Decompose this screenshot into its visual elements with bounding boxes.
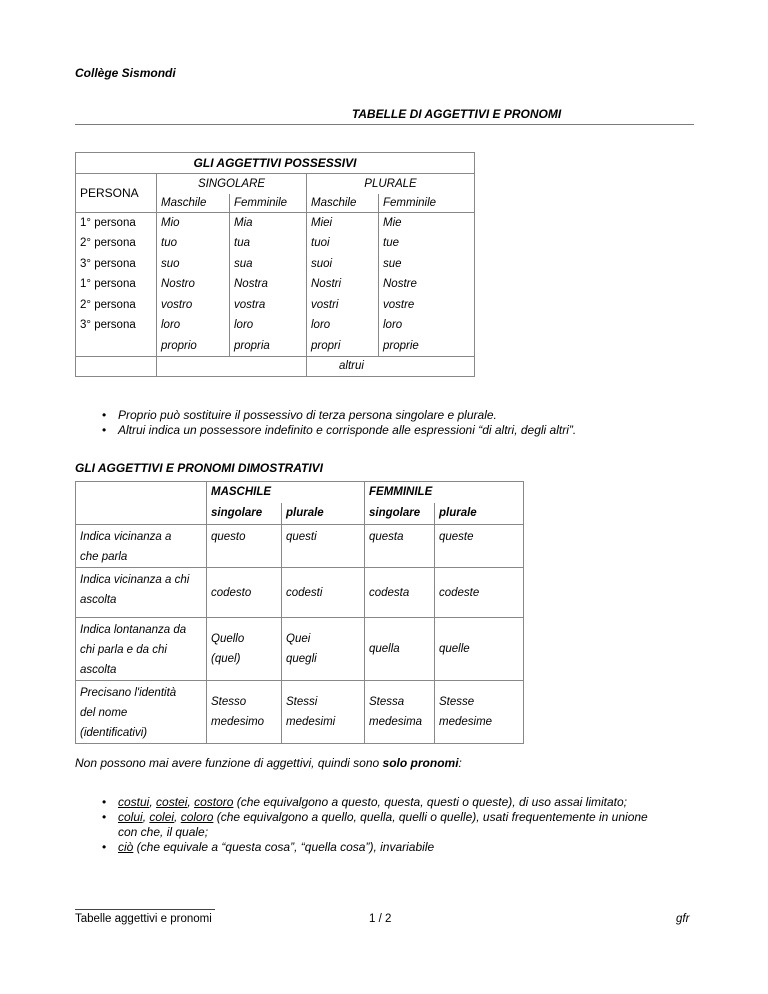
note-text: con che, il quale; bbox=[118, 825, 209, 839]
form-cell: Miei bbox=[307, 213, 379, 234]
note-item: • ciò (che equivale a “questa cosa”, “quella cosa”), invariabile bbox=[102, 840, 435, 854]
singolare-header: SINGOLARE bbox=[157, 174, 307, 194]
form-text: questo bbox=[211, 531, 246, 543]
label-line: (identificativi) bbox=[80, 727, 148, 739]
form-cell: Nostro bbox=[157, 274, 230, 295]
form-text: Stesse bbox=[439, 696, 475, 708]
form-cell: propria bbox=[230, 336, 307, 357]
form-cell bbox=[435, 618, 524, 681]
table-row bbox=[76, 525, 524, 568]
possessivi-title: GLI AGGETTIVI POSSESSIVI bbox=[76, 153, 475, 174]
form-text: codesti bbox=[286, 586, 323, 599]
usage-label bbox=[76, 681, 207, 744]
label-line: Indica vicinanza a chi bbox=[80, 574, 190, 586]
form-cell: loro bbox=[157, 315, 230, 336]
pronoun-word: costui bbox=[118, 795, 150, 809]
label-line: Precisano l'identità bbox=[80, 687, 177, 699]
form-cell: tua bbox=[230, 233, 307, 254]
pronoun-word: ciò bbox=[118, 840, 134, 854]
page-number: 1 / 2 bbox=[369, 913, 392, 925]
possessivi-notes bbox=[75, 408, 715, 438]
form-cell bbox=[282, 681, 365, 744]
persona-cell: 3° persona bbox=[76, 254, 157, 275]
form-cell bbox=[207, 525, 282, 568]
form-cell: Nostra bbox=[230, 274, 307, 295]
table-row bbox=[76, 233, 475, 254]
form-text: Stesso bbox=[211, 696, 247, 708]
school-name: Collège Sismondi bbox=[75, 66, 176, 80]
label-line: Indica lontananza da bbox=[80, 624, 187, 636]
form-text: quella bbox=[369, 643, 400, 655]
form-cell: sue bbox=[379, 254, 475, 275]
column-header: Femminile bbox=[379, 194, 475, 213]
pronoun-word: colui bbox=[118, 810, 143, 824]
label-line: ascolta bbox=[80, 664, 117, 676]
persona-cell: 2° persona bbox=[76, 233, 157, 254]
table-row bbox=[76, 568, 524, 618]
form-cell bbox=[435, 681, 524, 744]
pronoun-word: costei bbox=[156, 795, 188, 809]
label-line: Indica vicinanza a bbox=[80, 531, 172, 543]
form-cell bbox=[207, 618, 282, 681]
table-row bbox=[76, 295, 475, 316]
table-row bbox=[76, 618, 524, 681]
form-text: medesimo bbox=[211, 716, 265, 728]
form-text: questa bbox=[369, 531, 404, 543]
title-rule bbox=[75, 124, 694, 125]
form-cell: loro bbox=[230, 315, 307, 336]
form-cell: suo bbox=[157, 254, 230, 275]
form-cell bbox=[365, 568, 435, 618]
column-header: singolare bbox=[207, 503, 282, 525]
persona-cell: 1° persona bbox=[76, 274, 157, 295]
usage-label bbox=[76, 618, 207, 681]
table-row bbox=[76, 274, 475, 295]
form-text: quelle bbox=[439, 643, 470, 655]
pronomi-notes bbox=[75, 795, 715, 855]
altrui-cell: altrui bbox=[307, 356, 475, 376]
possessivi-table bbox=[75, 152, 475, 377]
note-text: (che equivalgono a quello, quella, quelli o quelle), usati frequentemente in unione bbox=[213, 810, 648, 824]
form-text: quegli bbox=[286, 653, 317, 665]
form-text: medesimi bbox=[286, 716, 336, 728]
form-cell bbox=[365, 618, 435, 681]
femminile-header: FEMMINILE bbox=[365, 482, 524, 503]
table-row bbox=[76, 681, 524, 744]
note-item: • colui, colei, coloro (che equivalgono a quello, quella, quelli o quelle), usati frequentemente in unione con che, il quale; bbox=[102, 810, 648, 839]
label-line: ascolta bbox=[80, 594, 117, 606]
form-text: codesta bbox=[369, 586, 410, 599]
column-header: singolare bbox=[365, 503, 435, 525]
persona-cell: 3° persona bbox=[76, 315, 157, 336]
persona-header: PERSONA bbox=[76, 174, 157, 213]
form-cell bbox=[365, 525, 435, 568]
form-text: Stessi bbox=[286, 696, 318, 708]
persona-cell: 2° persona bbox=[76, 295, 157, 316]
form-cell bbox=[282, 525, 365, 568]
table-row bbox=[76, 254, 475, 275]
column-header: Maschile bbox=[307, 194, 379, 213]
usage-label bbox=[76, 568, 207, 618]
pronoun-word: colei bbox=[149, 810, 175, 824]
form-cell: vostra bbox=[230, 295, 307, 316]
form-cell: proprio bbox=[157, 336, 230, 357]
form-text: medesima bbox=[369, 716, 423, 728]
note-item: • Altrui indica un possessore indefinito e corrisponde alle espressioni “di altri, degli altri”. bbox=[102, 423, 577, 437]
persona-cell bbox=[76, 336, 157, 357]
form-cell: propri bbox=[307, 336, 379, 357]
footer-right: gfr bbox=[676, 913, 690, 925]
form-cell: loro bbox=[307, 315, 379, 336]
form-cell: Nostri bbox=[307, 274, 379, 295]
form-cell bbox=[365, 681, 435, 744]
form-cell: proprie bbox=[379, 336, 475, 357]
form-text: questi bbox=[286, 531, 317, 543]
column-header: plurale bbox=[282, 503, 365, 525]
note-item: • costui, costei, costoro (che equivalgono a questo, questa, questi o queste), di uso assai limitato; bbox=[102, 795, 627, 809]
form-cell: tuoi bbox=[307, 233, 379, 254]
note-item: • Proprio può sostituire il possessivo di terza persona singolare e plurale. bbox=[102, 408, 497, 422]
form-cell: vostro bbox=[157, 295, 230, 316]
label-line: che parla bbox=[80, 551, 128, 563]
column-header: plurale bbox=[435, 503, 524, 525]
form-text: (quel) bbox=[211, 653, 241, 665]
plurale-header: PLURALE bbox=[307, 174, 475, 194]
column-header: Femminile bbox=[230, 194, 307, 213]
form-cell: Mie bbox=[379, 213, 475, 234]
form-cell bbox=[435, 568, 524, 618]
form-text: Stessa bbox=[369, 696, 405, 708]
form-cell bbox=[282, 618, 365, 681]
label-line: chi parla e da chi bbox=[80, 644, 167, 656]
footer-rule bbox=[75, 909, 215, 910]
form-cell bbox=[207, 568, 282, 618]
form-text: codesto bbox=[211, 586, 252, 599]
table-row bbox=[76, 213, 475, 234]
note-text: (che equivale a “questa cosa”, “quella cosa”), invariabile bbox=[133, 840, 435, 854]
usage-label bbox=[76, 525, 207, 568]
footer-left: Tabelle aggettivi e pronomi bbox=[75, 913, 212, 925]
form-cell: tue bbox=[379, 233, 475, 254]
form-cell: vostre bbox=[379, 295, 475, 316]
pronoun-word: costoro bbox=[194, 795, 234, 809]
form-cell: Nostre bbox=[379, 274, 475, 295]
form-cell: Mia bbox=[230, 213, 307, 234]
persona-cell: 1° persona bbox=[76, 213, 157, 234]
pronoun-word: coloro bbox=[180, 810, 214, 824]
form-text: queste bbox=[439, 531, 474, 543]
dimostrativi-table bbox=[75, 481, 524, 744]
form-cell: suoi bbox=[307, 254, 379, 275]
form-cell bbox=[435, 525, 524, 568]
column-header: Maschile bbox=[157, 194, 230, 213]
form-cell bbox=[207, 681, 282, 744]
page-title: TABELLE DI AGGETTIVI E PRONOMI bbox=[351, 107, 562, 121]
solo-pronomi-text: Non possono mai avere funzione di aggettivi, quindi sono solo pronomi: bbox=[75, 756, 462, 770]
form-text: Quei bbox=[286, 633, 311, 645]
form-cell: sua bbox=[230, 254, 307, 275]
dimostrativi-title: GLI AGGETTIVI E PRONOMI DIMOSTRATIVI bbox=[75, 461, 324, 475]
form-text: codeste bbox=[439, 586, 480, 599]
form-cell: vostri bbox=[307, 295, 379, 316]
form-text: Quello bbox=[211, 633, 245, 645]
form-cell: tuo bbox=[157, 233, 230, 254]
form-cell: Mio bbox=[157, 213, 230, 234]
form-cell: loro bbox=[379, 315, 475, 336]
maschile-header: MASCHILE bbox=[207, 482, 365, 503]
form-cell bbox=[282, 568, 365, 618]
form-text: medesime bbox=[439, 716, 493, 728]
table-row bbox=[76, 315, 475, 336]
label-line: del nome bbox=[80, 707, 128, 719]
note-text: (che equivalgono a questo, questa, questi o queste), di uso assai limitato; bbox=[233, 795, 627, 809]
table-row bbox=[76, 336, 475, 357]
